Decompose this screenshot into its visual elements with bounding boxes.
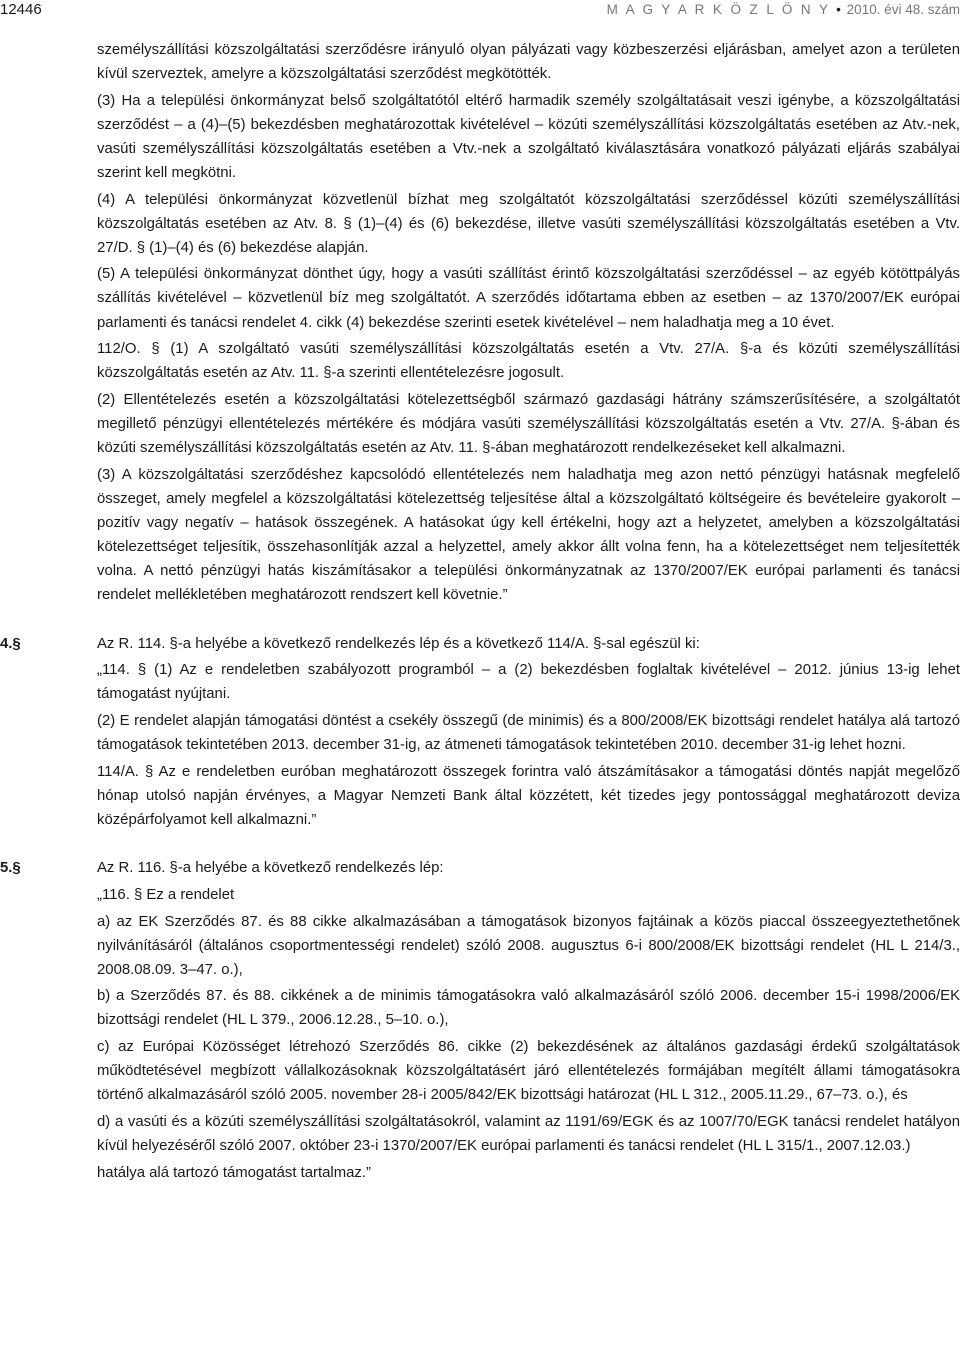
section-114-a: 114/A. § Az e rendeletben euróban meghatározott összegek forintra való átszámításakor a támogatási döntés napját megelőző hónap utolsó napján érvényes, a Magyar Nemzeti Bank által közzétett, két tizedes jegy pontossággal meghatározott deviza középárfolyamot kell alkalmazni.” xyxy=(97,763,960,828)
list-item-c: c) az Európai Közösséget létrehozó Szerződés 86. cikke (2) bekezdésének az általános gazdasági érdekű szolgáltatások működtetésével megbízott vállalkozásoknak közszolgáltatásért járó ellentételezés formájában megítélt állami támogatásokra történő alkalmazásáról szóló 2005. november 28-i 2005/842/EK bizottsági határozat (HL L 312., 2005.11.29., 67–73. o.), és xyxy=(97,1039,960,1104)
list-item-d: d) a vasúti és a közúti személyszállítási szolgáltatásokról, valamint az 1191/69/EGK és az 1007/70/EGK tanácsi rendelet hatályon kívül helyezéséről szóló 2007. október 23-i 1370/2007/EK európai parlamenti és tanácsi rendelet (HL L 315/1., 2007.12.03.) xyxy=(97,1113,960,1154)
page-number: 12446 xyxy=(0,1,42,18)
section-114-1: „114. § (1) Az e rendeletben szabályozott programból – a (2) bekezdésben foglaltak kivételével – 2012. június 13-ig lehet támogatást nyújtani. xyxy=(97,662,960,703)
paragraph-4: (4) A települési önkormányzat közvetlenül bízhat meg szolgáltatót közszolgáltatási szerződéssel közúti személyszállítási közszolgáltatás esetében az Atv. 8. § (1)–(4) és (6) bekezdése, illetve vasúti személyszállítási közszolgáltatás esetében a Vtv. 27/D. § (1)–(4) és (6) bekezdése alapján. xyxy=(97,191,960,256)
section-number: 4.§ xyxy=(0,635,21,652)
paragraph-112-o-2: (2) Ellentételezés esetén a közszolgáltatási kötelezettségből származó gazdasági hátrány számszerűsítésére, a szolgáltatót megillető pénzügyi ellentételezés mértékére és módjára vasúti személyszállítási közszolgáltatás esetén a Vtv. 27/A. §-ában és közúti személyszállítási közszolgáltatás esetén az Atv. 11. §-ában meghatározott rendelkezéseket kell alkalmazni. xyxy=(97,391,960,456)
section-116-closing: hatálya alá tartozó támogatást tartalmaz.” xyxy=(97,1164,371,1181)
issue-number: 2010. évi 48. szám xyxy=(846,2,960,17)
running-head xyxy=(607,0,960,20)
section-114-2: (2) E rendelet alapján támogatási döntést a csekély összegű (de minimis) és a 800/2008/EK bizottsági rendelet hatálya alá tartozó támogatások tekintetében 2013. december 31-ig, az átmeneti támogatások tekintetében 2010. december 31-ig lehet hozni. xyxy=(97,712,960,754)
paragraph-112-o-3: (3) A közszolgáltatási szerződéshez kapcsolódó ellentételezés nem haladhatja meg azon nettó pénzügyi hatásnak megfelelő összeget, amely megfelel a közszolgáltatási kötelezettség teljesítése által a közszolgáltató költségeire és bevételeire gyakorolt – pozitív vagy negatív – hatások összegének. A hatásokat úgy kell értékelni, hogy azt a helyzetet, amelyben a közszolgáltatási kötelezettséget teljesítik, összehasonlítják azzal a helyzettel, amely akkor állt volna fenn, ha a kötelezettséget nem teljesítették volna. A nettó pénzügyi hatás kiszámításakor a települési önkormányzatnak az 1370/2007/EK európai parlamenti és tanácsi rendelet mellékletében meghatározott rendszert kell követnie.” xyxy=(97,466,960,604)
section-number: 5.§ xyxy=(0,860,21,877)
section-5 xyxy=(0,856,960,1184)
section-4 xyxy=(0,632,960,832)
list-item-a: a) az EK Szerződés 87. és 88 cikke alkalmazásában a támogatások bizonyos fajtáinak a közös piaccal összeegyeztethetőnek nyilvánításáról (általános csoportmentességi rendelet) szóló 2008. augusztus 6-i 800/2008/EK bizottsági rendelet (HL L 214/3., 2008.08.09. 3–47. o.), xyxy=(97,913,960,978)
separator-bullet: • xyxy=(836,2,841,17)
document-body xyxy=(0,38,960,1187)
journal-title: M A G Y A R K Ö Z L Ö N Y xyxy=(606,2,831,17)
section-4-intro: Az R. 114. §-a helyébe a következő rendelkezés lép és a következő 114/A. §-sal egészül ki: xyxy=(97,635,700,652)
paragraph-112-o-1: 112/O. § (1) A szolgáltató vasúti személyszállítási közszolgáltatás esetén a Vtv. 27/A. §-a és közúti személyszállítási közszolgáltatás esetén az Atv. 11. §-a szerinti ellentételezésre jogosult. xyxy=(97,341,960,382)
section-5-intro: Az R. 116. §-a helyébe a következő rendelkezés lép: xyxy=(97,860,444,877)
section-116-heading: „116. § Ez a rendelet xyxy=(97,887,235,903)
paragraph-continuation: személyszállítási közszolgáltatási szerződésre irányuló olyan pályázati vagy közbeszerzési eljárásban, amelyet azon a területen kívül szerveztek, amelyre a közszolgáltatási szerződést megkötötték. xyxy=(97,42,960,83)
paragraph-5: (5) A települési önkormányzat dönthet úgy, hogy a vasúti szállítást érintő közszolgáltatási szerződéssel – az egyéb kötöttpályás szállítás kivételével – közvetlenül bíz meg szolgáltatót. A szerződés időtartama ebben az esetben – az 1370/2007/EK európai parlamenti és tanácsi rendelet 4. cikk (4) bekezdése szerinti esetek kivételével – nem haladhatja meg a 10 évet. xyxy=(97,266,960,331)
paragraph-3: (3) Ha a települési önkormányzat belső szolgáltatótól eltérő harmadik személy szolgáltatásait veszi igénybe, a közszolgáltatási szerződést – a (4)–(5) bekezdésben meghatározottak kivételével – közúti személyszállítási közszolgáltatás esetében az Atv.-nek, vasúti személyszállítási közszolgáltatás esetében a Vtv.-nek a szolgáltató kiválasztására vonatkozó pályázati eljárás szabályai szerint kell megkötni. xyxy=(97,92,960,181)
page-header xyxy=(0,0,960,20)
list-item-b: b) a Szerződés 87. és 88. cikkének a de minimis támogatásokra való alkalmazásáról szóló 2006. december 15-i 1998/2006/EK bizottsági rendelet (HL L 379., 2006.12.28., 5–10. o.), xyxy=(97,988,960,1029)
